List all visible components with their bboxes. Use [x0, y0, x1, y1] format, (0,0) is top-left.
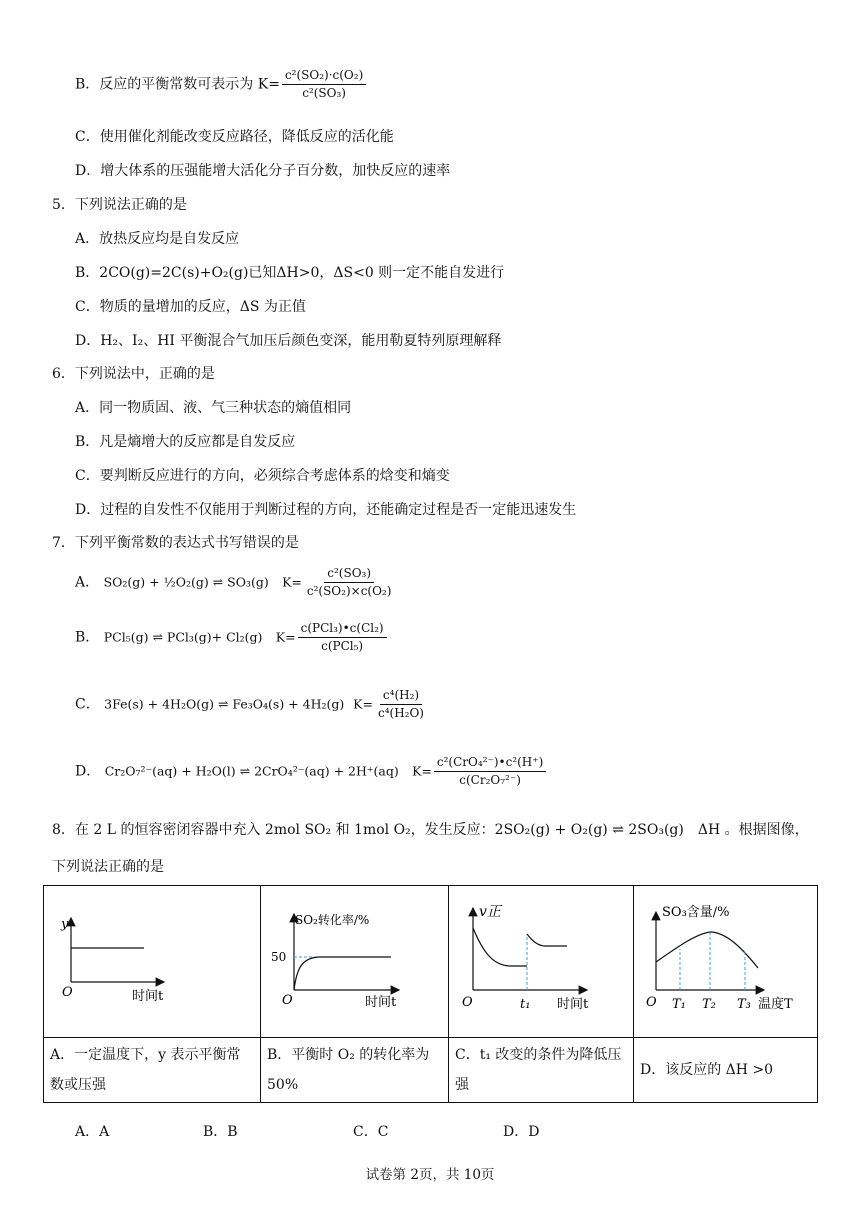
q6-stem: 6．下列说法中，正确的是 — [52, 366, 215, 382]
tick-50: 50 — [271, 950, 287, 964]
rate-curve-before — [473, 928, 527, 966]
q8-graph2 — [261, 886, 447, 1026]
t1-tick: t₁ — [520, 997, 531, 1012]
q7-d-equation: Cr₂O₇²⁻(aq) + H₂O(l) ⇌ 2CrO₄²⁻(aq) + 2H⁺(aq) — [104, 763, 399, 779]
q8-option-b: B．平衡时 O₂ 的转化率为 50% — [261, 1038, 449, 1103]
q7-c-fraction: $\frac{\text{c⁴(H₂)}}{\text{c⁴(H₂O)}}$ — [377, 688, 424, 720]
q8-stem-line2: 下列说法正确的是 — [52, 859, 164, 875]
q4-option-d: D．增大体系的压强能增大活化分子百分数，加快反应的速率 — [75, 163, 451, 179]
q5-stem: 5．下列说法正确的是 — [52, 197, 187, 213]
y-axis-label: SO₃含量/% — [662, 905, 730, 920]
q7-b-equation: PCl₅(g) ⇌ PCl₃(g)+ Cl₂(g) — [103, 629, 263, 645]
q7-a-fraction: $\frac{\text{c²(SO₃)}}{\text{c²(SO₂)×c(O₂)}}$ — [306, 566, 392, 598]
q7-option-c: C． 3Fe(s) + 4H₂O(g) ⇌ Fe₃O₄(s) + 4H₂(g) K= $\frac{\text{c⁴(H₂)}}{\text{c⁴(H₂O)}}$ — [75, 687, 429, 722]
x-axis-label: 时间t — [365, 995, 397, 1010]
q8-option-d: D．该反应的 ΔH >0 — [634, 1038, 818, 1103]
q4-option-c: C．使用催化剂能改变反应路径，降低反应的活化能 — [75, 129, 394, 145]
q7-option-a: A． SO₂(g) + ½O₂(g) ⇌ SO₃(g) K= $\frac{\text{c²(SO₃)}}{\text{c²(SO₂)×c(O₂)}}$ — [75, 565, 396, 600]
q7-d-fraction: $\frac{\text{c²(CrO₄²⁻)•c²(H⁺)}}{\text{c(Cr₂O₇²⁻)}}$ — [434, 754, 546, 789]
t1-tick: T₁ — [672, 997, 686, 1012]
q8-graph1 — [44, 886, 259, 1026]
q5-option-c: C．物质的量增加的反应，ΔS 为正值 — [75, 299, 306, 315]
q8-choice-c: C．C — [353, 1124, 389, 1140]
q8-choice-d: D．D — [503, 1124, 540, 1140]
x-axis-label: 时间t — [557, 997, 589, 1012]
y-axis-label: SO₂转化率/% — [295, 913, 370, 927]
q7-stem: 7．下列平衡常数的表达式书写错误的是 — [52, 535, 299, 551]
q8-graph4 — [634, 886, 816, 1026]
q6-option-a: A．同一物质固、液、气三种状态的熵值相同 — [75, 400, 352, 416]
q7-c-equation: 3Fe(s) + 4H₂O(g) ⇌ Fe₃O₄(s) + 4H₂(g) — [104, 696, 345, 712]
origin-label: O — [282, 993, 293, 1008]
q6-option-c: C．要判断反应进行的方向，必须综合考虑体系的焓变和熵变 — [75, 468, 450, 484]
origin-label: O — [62, 985, 73, 1000]
q8-graph3-cell — [449, 886, 634, 1038]
q8-graph2-cell — [261, 886, 449, 1038]
rate-curve-after — [527, 934, 567, 946]
q7-option-d: D． Cr₂O₇²⁻(aq) + H₂O(l) ⇌ 2CrO₄²⁻(aq) + 2H⁺(aq) K= $\frac{\text{c²(CrO₄²⁻)•c²(H⁺)}}{\text{c(Cr₂O₇²⁻)}}$ — [75, 754, 548, 789]
q8-choice-a: A．A — [75, 1124, 110, 1140]
x-axis-label: 温度T — [758, 997, 793, 1012]
q4-option-b: B．反应的平衡常数可表示为 K= $\frac{\text{c²(SO₂)·c(O₂)}}{\text{c²(SO₃)}}$ — [75, 67, 368, 102]
q8-graph4-cell — [634, 886, 818, 1038]
y-axis-label: v正 — [479, 904, 501, 920]
so3-content-curve — [656, 932, 758, 968]
q5-option-d: D．H₂、I₂、HI 平衡混合气加压后颜色变深，能用勒夏特列原理解释 — [75, 333, 502, 349]
q8-choice-b: B．B — [203, 1124, 238, 1140]
q8-option-c: C．t₁ 改变的条件为降低压强 — [449, 1038, 634, 1103]
page-footer: 试卷第 2页，共 10页 — [365, 1167, 495, 1183]
conversion-curve — [294, 957, 391, 990]
q8-stem-line1: 8．在 2 L 的恒容密闭容器中充入 2mol SO₂ 和 1mol O₂，发生反应：2SO₂(g) + O₂(g) ⇌ 2SO₃(g) ΔH 。根据图像， — [52, 822, 809, 838]
q8-graph1-cell — [44, 886, 261, 1038]
t2-tick: T₂ — [702, 997, 716, 1012]
q7-b-fraction: $\frac{\text{c(PCl₃)•c(Cl₂)}}{\text{c(PCl₅)}}$ — [298, 620, 387, 655]
q8-graph3 — [449, 886, 632, 1026]
q7-option-b: B． PCl₅(g) ⇌ PCl₃(g)+ Cl₂(g) K= $\frac{\text{c(PCl₃)•c(Cl₂)}}{\text{c(PCl₅)}}$ — [75, 620, 389, 655]
q6-option-b: B．凡是熵增大的反应都是自发反应 — [75, 434, 296, 450]
t3-tick: T₃ — [737, 997, 751, 1012]
y-axis-label: y — [61, 917, 69, 932]
q5-option-a: A．放热反应均是自发反应 — [75, 231, 240, 247]
q7-a-equation: SO₂(g) + ½O₂(g) ⇌ SO₃(g) — [103, 574, 269, 590]
origin-label: O — [462, 995, 473, 1010]
q6-option-d: D．过程的自发性不仅能用于判断过程的方向，还能确定过程是否一定能迅速发生 — [75, 502, 577, 518]
origin-label: O — [646, 995, 657, 1010]
q5-option-b: B．2CO(g)=2C(s)+O₂(g)已知ΔH>0，ΔS<0 则一定不能自发进行 — [75, 265, 505, 281]
x-axis-label: 时间t — [132, 989, 164, 1004]
q4-b-fraction: $\frac{\text{c²(SO₂)·c(O₂)}}{\text{c²(SO₃)}}$ — [282, 67, 366, 102]
q8-option-a: A．一定温度下，y 表示平衡常数或压强 — [44, 1038, 261, 1103]
q8-options-table — [43, 885, 818, 1103]
